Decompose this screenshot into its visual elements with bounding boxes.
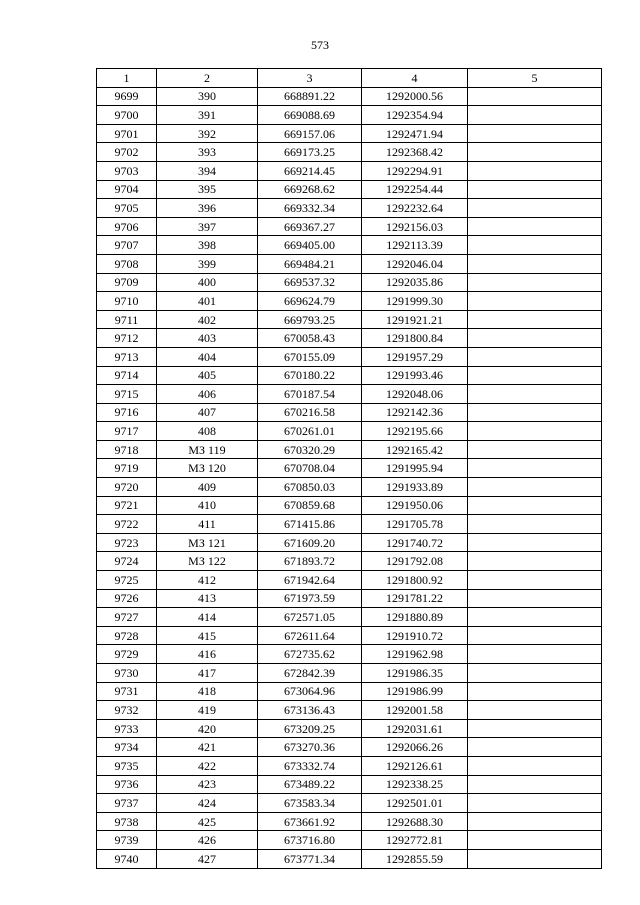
note-cell [468,589,602,608]
y-coordinate-cell: 1292113.39 [362,236,468,255]
note-cell [468,422,602,441]
y-coordinate-cell: 1292048.06 [362,385,468,404]
point-id-cell: 418 [157,682,258,701]
x-coordinate-cell: 671893.72 [258,552,362,571]
point-id-cell: 426 [157,831,258,850]
note-cell [468,292,602,311]
point-id-cell: 402 [157,310,258,329]
table-row [97,273,602,292]
note-cell [468,329,602,348]
table-row [97,682,602,701]
table-row [97,756,602,775]
point-id-cell: 427 [157,849,258,868]
point-id-cell: 400 [157,273,258,292]
x-coordinate-cell: 673716.80 [258,831,362,850]
y-coordinate-cell: 1292046.04 [362,254,468,273]
table-row [97,459,602,478]
x-coordinate-cell: 669484.21 [258,254,362,273]
x-coordinate-cell: 669268.62 [258,180,362,199]
table-row [97,831,602,850]
row-number-cell: 9711 [97,310,157,329]
row-number-cell: 9715 [97,385,157,404]
note-cell [468,701,602,720]
table-row [97,849,602,868]
note-cell [468,217,602,236]
y-coordinate-cell: 1292354.94 [362,106,468,125]
x-coordinate-cell: 669088.69 [258,106,362,125]
point-id-cell: 395 [157,180,258,199]
row-number-cell: 9716 [97,403,157,422]
table-header-row [97,69,602,88]
x-coordinate-cell: 670320.29 [258,440,362,459]
note-cell [468,664,602,683]
point-id-cell: 408 [157,422,258,441]
note-cell [468,515,602,534]
note-cell [468,478,602,497]
table-body [97,87,602,868]
page-number: 573 [311,38,329,52]
y-coordinate-cell: 1291705.78 [362,515,468,534]
point-id-cell: 403 [157,329,258,348]
y-coordinate-cell: 1292338.25 [362,775,468,794]
table-row [97,180,602,199]
row-number-cell: 9721 [97,496,157,515]
point-id-cell: 425 [157,812,258,831]
row-number-cell: 9705 [97,199,157,218]
row-number-cell: 9700 [97,106,157,125]
x-coordinate-cell: 673583.34 [258,794,362,813]
table-row [97,366,602,385]
note-cell [468,347,602,366]
row-number-cell: 9712 [97,329,157,348]
x-coordinate-cell: 670155.09 [258,347,362,366]
table-row [97,738,602,757]
x-coordinate-cell: 670058.43 [258,329,362,348]
y-coordinate-cell: 1292031.61 [362,719,468,738]
y-coordinate-cell: 1292001.58 [362,701,468,720]
y-coordinate-cell: 1291800.92 [362,571,468,590]
row-number-cell: 9723 [97,533,157,552]
point-id-cell: 394 [157,161,258,180]
table-row [97,645,602,664]
table-row [97,775,602,794]
note-cell [468,366,602,385]
note-cell [468,161,602,180]
row-number-cell: 9707 [97,236,157,255]
note-cell [468,626,602,645]
note-cell [468,719,602,738]
table-row [97,87,602,106]
point-id-cell: 404 [157,347,258,366]
y-coordinate-cell: 1291950.06 [362,496,468,515]
row-number-cell: 9729 [97,645,157,664]
note-cell [468,87,602,106]
y-coordinate-cell: 1292254.44 [362,180,468,199]
x-coordinate-cell: 673064.96 [258,682,362,701]
point-id-cell: 399 [157,254,258,273]
y-coordinate-cell: 1292066.26 [362,738,468,757]
table-row [97,626,602,645]
y-coordinate-cell: 1291781.22 [362,589,468,608]
row-number-cell: 9730 [97,664,157,683]
table-row [97,403,602,422]
x-coordinate-cell: 669332.34 [258,199,362,218]
row-number-cell: 9732 [97,701,157,720]
point-id-cell: 407 [157,403,258,422]
note-cell [468,199,602,218]
point-id-cell: 417 [157,664,258,683]
y-coordinate-cell: 1292368.42 [362,143,468,162]
y-coordinate-cell: 1292688.30 [362,812,468,831]
x-coordinate-cell: 669367.27 [258,217,362,236]
x-coordinate-cell: 669537.32 [258,273,362,292]
row-number-cell: 9719 [97,459,157,478]
y-coordinate-cell: 1291800.84 [362,329,468,348]
point-id-cell: 421 [157,738,258,757]
table-row [97,794,602,813]
x-coordinate-cell: 673270.36 [258,738,362,757]
note-cell [468,459,602,478]
table-row [97,478,602,497]
x-coordinate-cell: 672571.05 [258,608,362,627]
row-number-cell: 9701 [97,124,157,143]
table-row [97,254,602,273]
x-coordinate-cell: 670216.58 [258,403,362,422]
row-number-cell: 9703 [97,161,157,180]
y-coordinate-cell: 1292195.66 [362,422,468,441]
note-cell [468,440,602,459]
point-id-cell: 392 [157,124,258,143]
point-id-cell: 406 [157,385,258,404]
point-id-cell: 419 [157,701,258,720]
x-coordinate-cell: 669173.25 [258,143,362,162]
row-number-cell: 9733 [97,719,157,738]
y-coordinate-cell: 1292126.61 [362,756,468,775]
table-row [97,589,602,608]
note-cell [468,831,602,850]
note-cell [468,738,602,757]
row-number-cell: 9735 [97,756,157,775]
column-header-4: 4 [362,69,468,88]
y-coordinate-cell: 1291792.08 [362,552,468,571]
point-id-cell: 410 [157,496,258,515]
y-coordinate-cell: 1291986.35 [362,664,468,683]
y-coordinate-cell: 1291986.99 [362,682,468,701]
note-cell [468,812,602,831]
row-number-cell: 9734 [97,738,157,757]
table-row [97,719,602,738]
table-row [97,106,602,125]
table-row [97,701,602,720]
row-number-cell: 9704 [97,180,157,199]
row-number-cell: 9710 [97,292,157,311]
x-coordinate-cell: 669214.45 [258,161,362,180]
table-row [97,608,602,627]
point-id-cell: 405 [157,366,258,385]
table-row [97,217,602,236]
row-number-cell: 9739 [97,831,157,850]
y-coordinate-cell: 1292471.94 [362,124,468,143]
point-id-cell: 397 [157,217,258,236]
row-number-cell: 9718 [97,440,157,459]
point-id-cell: 398 [157,236,258,255]
y-coordinate-cell: 1291740.72 [362,533,468,552]
x-coordinate-cell: 669793.25 [258,310,362,329]
y-coordinate-cell: 1291999.30 [362,292,468,311]
note-cell [468,533,602,552]
table-row [97,515,602,534]
x-coordinate-cell: 670187.54 [258,385,362,404]
note-cell [468,496,602,515]
table-row [97,161,602,180]
y-coordinate-cell: 1292232.64 [362,199,468,218]
row-number-cell: 9740 [97,849,157,868]
point-id-cell: 401 [157,292,258,311]
x-coordinate-cell: 669405.00 [258,236,362,255]
note-cell [468,124,602,143]
table-row [97,385,602,404]
point-id-cell: 414 [157,608,258,627]
column-header-3: 3 [258,69,362,88]
note-cell [468,273,602,292]
y-coordinate-cell: 1292294.91 [362,161,468,180]
table-row [97,496,602,515]
note-cell [468,756,602,775]
y-coordinate-cell: 1292000.56 [362,87,468,106]
point-id-cell: 423 [157,775,258,794]
x-coordinate-cell: 672611.64 [258,626,362,645]
row-number-cell: 9726 [97,589,157,608]
x-coordinate-cell: 671942.64 [258,571,362,590]
row-number-cell: 9738 [97,812,157,831]
row-number-cell: 9724 [97,552,157,571]
y-coordinate-cell: 1291933.89 [362,478,468,497]
point-id-cell: МЗ 121 [157,533,258,552]
row-number-cell: 9699 [97,87,157,106]
row-number-cell: 9727 [97,608,157,627]
point-id-cell: 391 [157,106,258,125]
table-row [97,664,602,683]
y-coordinate-cell: 1292156.03 [362,217,468,236]
y-coordinate-cell: 1292035.86 [362,273,468,292]
note-cell [468,143,602,162]
point-id-cell: МЗ 119 [157,440,258,459]
row-number-cell: 9722 [97,515,157,534]
table-row [97,552,602,571]
table-row [97,199,602,218]
x-coordinate-cell: 670859.68 [258,496,362,515]
point-id-cell: 390 [157,87,258,106]
note-cell [468,849,602,868]
point-id-cell: 424 [157,794,258,813]
column-header-2: 2 [157,69,258,88]
row-number-cell: 9717 [97,422,157,441]
x-coordinate-cell: 668891.22 [258,87,362,106]
y-coordinate-cell: 1291957.29 [362,347,468,366]
x-coordinate-cell: 669157.06 [258,124,362,143]
point-id-cell: 415 [157,626,258,645]
coordinates-table [96,68,602,869]
x-coordinate-cell: 673771.34 [258,849,362,868]
table-row [97,533,602,552]
note-cell [468,682,602,701]
x-coordinate-cell: 673661.92 [258,812,362,831]
y-coordinate-cell: 1292855.59 [362,849,468,868]
y-coordinate-cell: 1292772.81 [362,831,468,850]
x-coordinate-cell: 671609.20 [258,533,362,552]
y-coordinate-cell: 1291880.89 [362,608,468,627]
point-id-cell: 413 [157,589,258,608]
note-cell [468,775,602,794]
row-number-cell: 9720 [97,478,157,497]
x-coordinate-cell: 673209.25 [258,719,362,738]
note-cell [468,571,602,590]
x-coordinate-cell: 670708.04 [258,459,362,478]
x-coordinate-cell: 671973.59 [258,589,362,608]
table-row [97,812,602,831]
point-id-cell: 396 [157,199,258,218]
note-cell [468,403,602,422]
x-coordinate-cell: 671415.86 [258,515,362,534]
note-cell [468,608,602,627]
note-cell [468,645,602,664]
column-header-1: 1 [97,69,157,88]
note-cell [468,794,602,813]
y-coordinate-cell: 1291962.98 [362,645,468,664]
point-id-cell: МЗ 120 [157,459,258,478]
point-id-cell: 393 [157,143,258,162]
x-coordinate-cell: 672842.39 [258,664,362,683]
table-row [97,292,602,311]
note-cell [468,385,602,404]
row-number-cell: 9728 [97,626,157,645]
table-row [97,347,602,366]
note-cell [468,310,602,329]
y-coordinate-cell: 1292165.42 [362,440,468,459]
row-number-cell: 9702 [97,143,157,162]
column-header-5: 5 [468,69,602,88]
table-row [97,310,602,329]
point-id-cell: 411 [157,515,258,534]
y-coordinate-cell: 1291910.72 [362,626,468,645]
table-row [97,124,602,143]
note-cell [468,254,602,273]
point-id-cell: 416 [157,645,258,664]
x-coordinate-cell: 673489.22 [258,775,362,794]
row-number-cell: 9714 [97,366,157,385]
point-id-cell: МЗ 122 [157,552,258,571]
x-coordinate-cell: 673332.74 [258,756,362,775]
x-coordinate-cell: 670180.22 [258,366,362,385]
note-cell [468,180,602,199]
table-row [97,571,602,590]
x-coordinate-cell: 670850.03 [258,478,362,497]
row-number-cell: 9731 [97,682,157,701]
point-id-cell: 422 [157,756,258,775]
table-row [97,440,602,459]
point-id-cell: 409 [157,478,258,497]
row-number-cell: 9708 [97,254,157,273]
y-coordinate-cell: 1291921.21 [362,310,468,329]
y-coordinate-cell: 1291995.94 [362,459,468,478]
point-id-cell: 412 [157,571,258,590]
y-coordinate-cell: 1292501.01 [362,794,468,813]
table-row [97,422,602,441]
point-id-cell: 420 [157,719,258,738]
table-row [97,329,602,348]
row-number-cell: 9706 [97,217,157,236]
note-cell [468,552,602,571]
row-number-cell: 9736 [97,775,157,794]
note-cell [468,106,602,125]
x-coordinate-cell: 673136.43 [258,701,362,720]
note-cell [468,236,602,255]
x-coordinate-cell: 669624.79 [258,292,362,311]
x-coordinate-cell: 672735.62 [258,645,362,664]
table-row [97,143,602,162]
x-coordinate-cell: 670261.01 [258,422,362,441]
table-row [97,236,602,255]
y-coordinate-cell: 1291993.46 [362,366,468,385]
row-number-cell: 9713 [97,347,157,366]
row-number-cell: 9737 [97,794,157,813]
row-number-cell: 9725 [97,571,157,590]
y-coordinate-cell: 1292142.36 [362,403,468,422]
row-number-cell: 9709 [97,273,157,292]
